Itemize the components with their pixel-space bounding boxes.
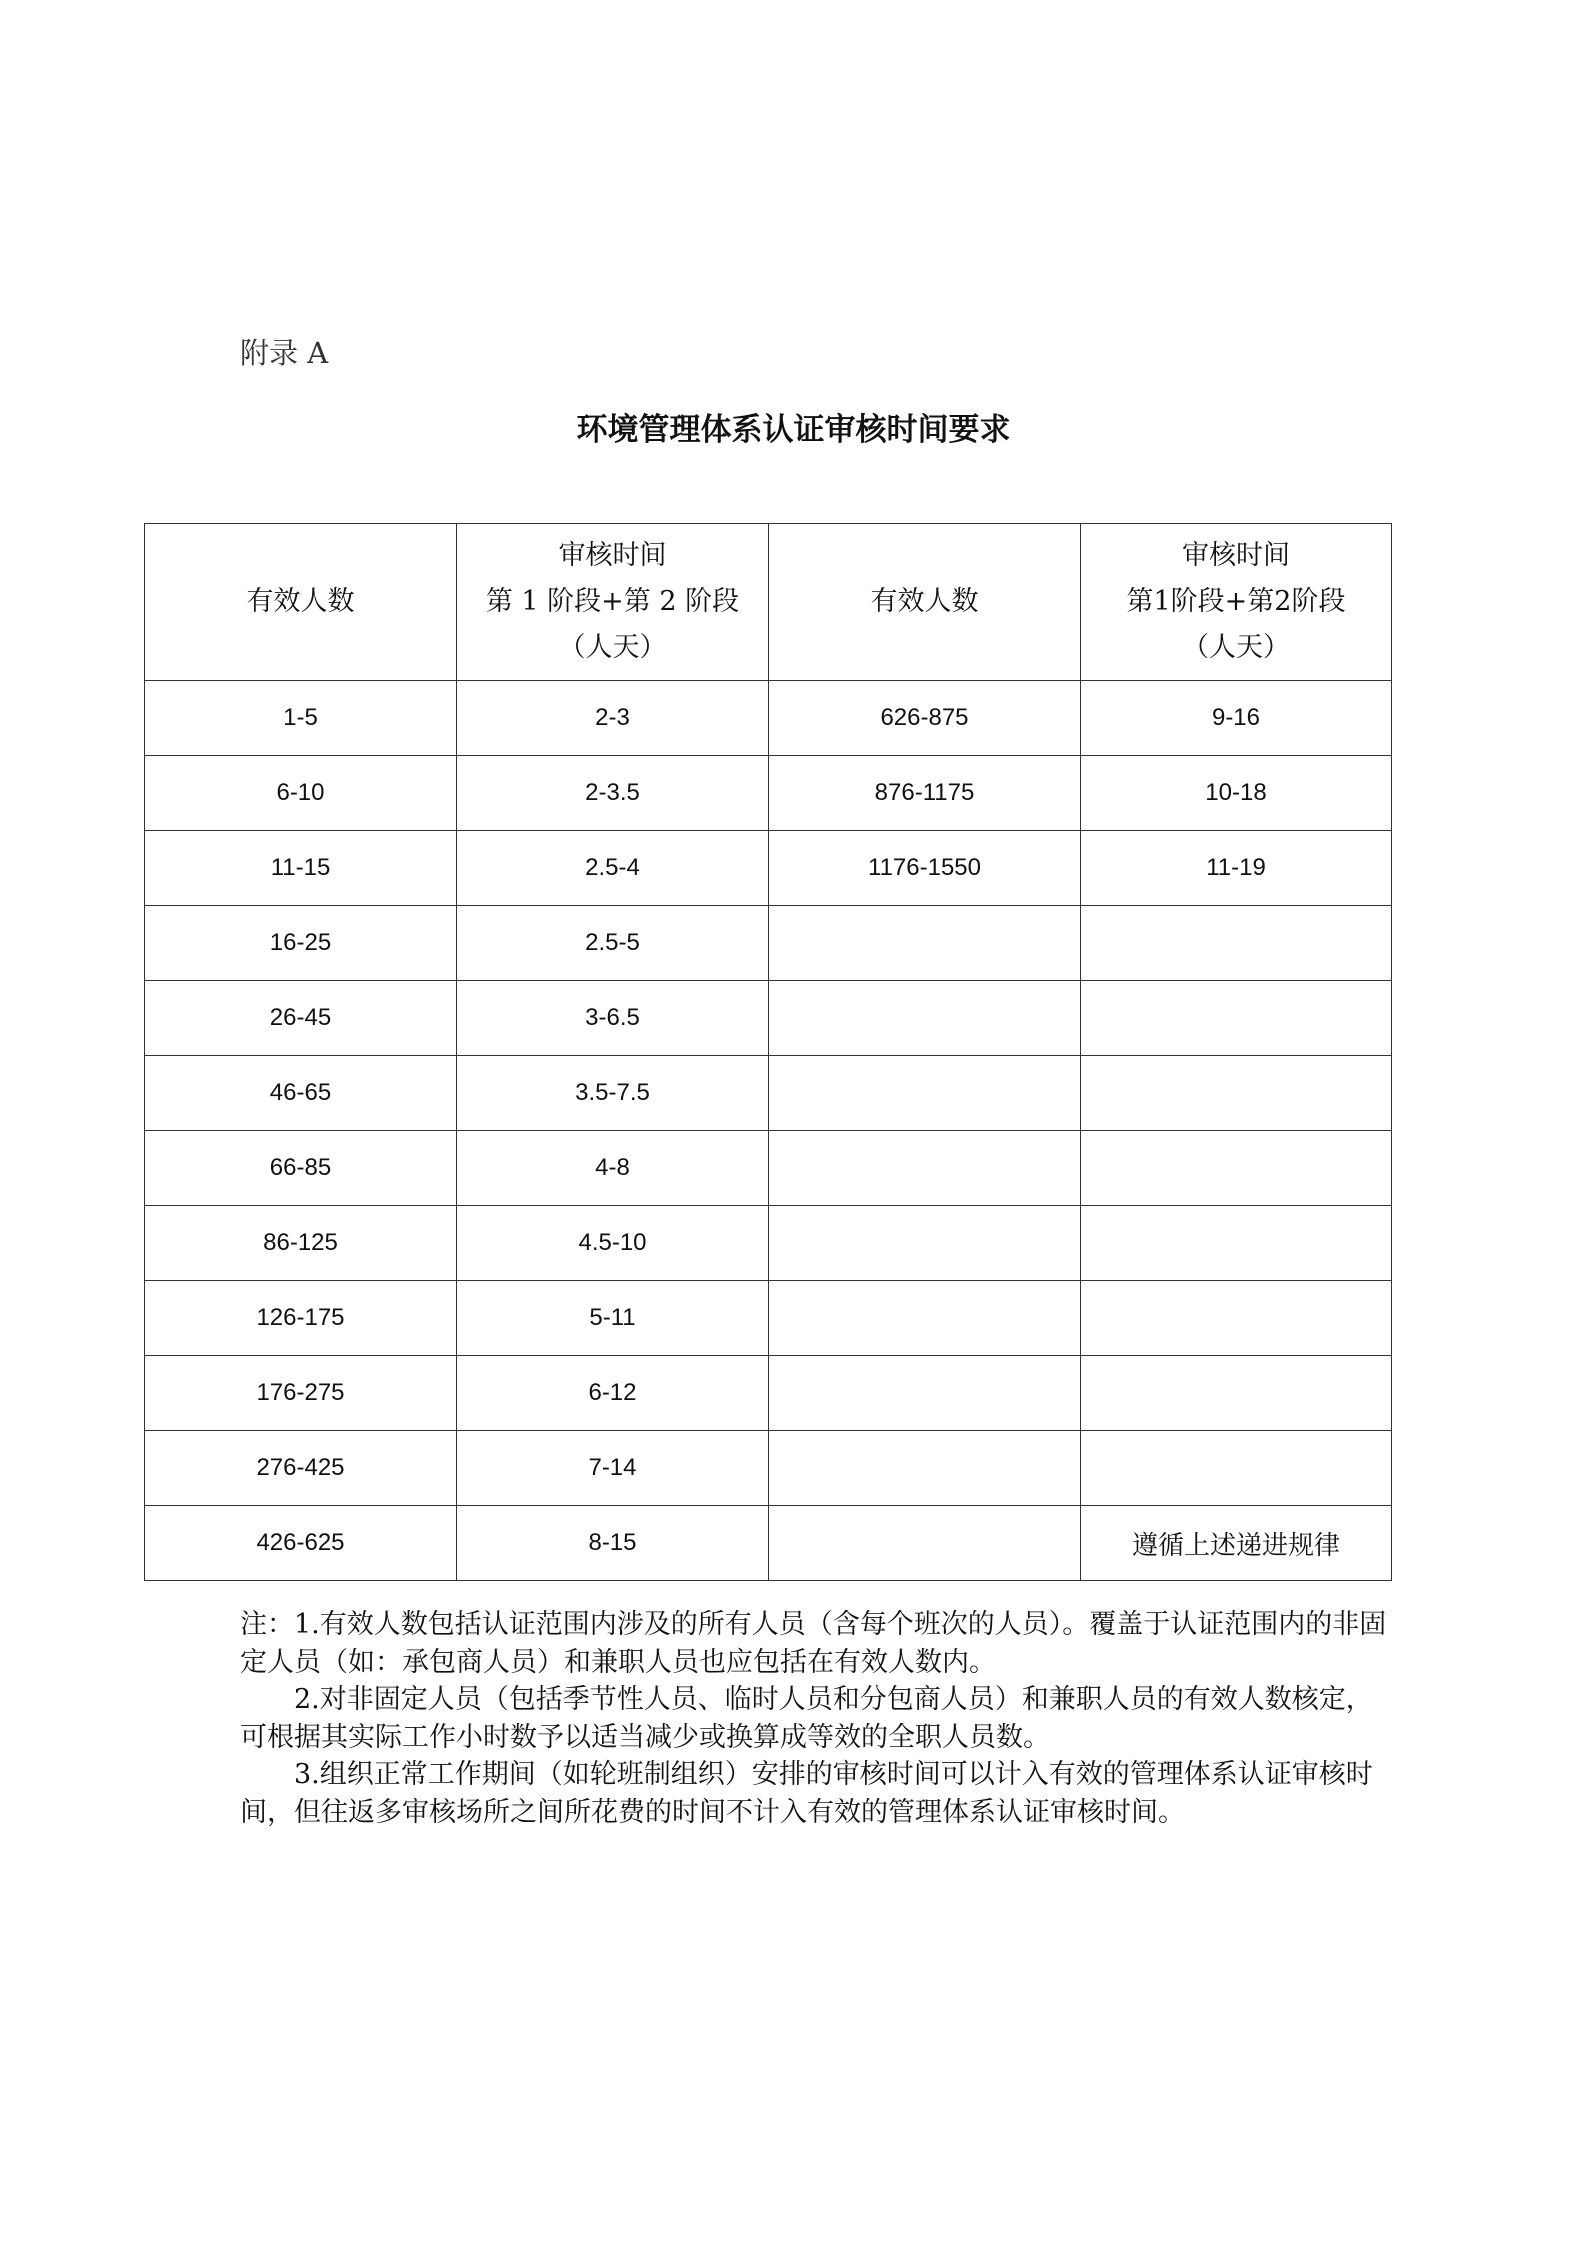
header-audit-time-right-line3: （人天） [1182, 632, 1290, 663]
cell-audit-days-right: 9-16 [1081, 681, 1392, 756]
cell-effective-people-right [769, 1131, 1081, 1206]
table-row [145, 1206, 1392, 1281]
cell-audit-days-left: 4-8 [457, 1131, 769, 1206]
cell-audit-days-left: 2.5-5 [457, 906, 769, 981]
cell-effective-people-left: 11-15 [145, 831, 457, 906]
cell-effective-people-right [769, 981, 1081, 1056]
cell-effective-people-right: 876-1175 [769, 756, 1081, 831]
cell-audit-days-right [1081, 1206, 1392, 1281]
cell-effective-people-left: 126-175 [145, 1281, 457, 1356]
cell-audit-days-right [1081, 1056, 1392, 1131]
cell-effective-people-left: 176-275 [145, 1356, 457, 1431]
cell-audit-days-right [1081, 1131, 1392, 1206]
cell-audit-days-right [1081, 981, 1392, 1056]
cell-audit-days-left: 8-15 [457, 1506, 769, 1581]
cell-effective-people-right: 626-875 [769, 681, 1081, 756]
cell-audit-days-left: 6-12 [457, 1356, 769, 1431]
header-audit-time-left-line2: 第 1 阶段+第 2 阶段 [485, 586, 740, 617]
audit-time-table [144, 523, 1392, 1581]
table-row [145, 1431, 1392, 1506]
cell-effective-people-right [769, 1281, 1081, 1356]
cell-audit-days-right [1081, 1356, 1392, 1431]
note-3: 3.组织正常工作期间（如轮班制组织）安排的审核时间可以计入有效的管理体系认证审核时间，但往返多审核场所之间所花费的时间不计入有效的管理体系认证审核时间。 [240, 1759, 1373, 1828]
table-row [145, 1056, 1392, 1131]
table-header-row [145, 524, 1392, 681]
table-row [145, 1131, 1392, 1206]
cell-audit-days-left: 3.5-7.5 [457, 1056, 769, 1131]
cell-effective-people-right [769, 906, 1081, 981]
note-1: 注：1.有效人数包括认证范围内涉及的所有人员（含每个班次的人员）。覆盖于认证范围内的非固定人员（如：承包商人员）和兼职人员也应包括在有效人数内。 [240, 1609, 1387, 1678]
cell-audit-days-right: 遵循上述递进规律 [1081, 1506, 1392, 1581]
cell-effective-people-left: 16-25 [145, 906, 457, 981]
cell-audit-days-right [1081, 1281, 1392, 1356]
header-audit-time-left-line1: 审核时间 [558, 540, 667, 571]
cell-audit-days-right: 11-19 [1081, 831, 1392, 906]
cell-audit-days-left: 7-14 [457, 1431, 769, 1506]
cell-effective-people-left: 46-65 [145, 1056, 457, 1131]
cell-effective-people-right [769, 1056, 1081, 1131]
table-row [145, 1506, 1392, 1581]
table-row [145, 906, 1392, 981]
header-audit-time-right-line1: 审核时间 [1182, 540, 1290, 571]
cell-audit-days-left: 5-11 [457, 1281, 769, 1356]
table-row [145, 681, 1392, 756]
cell-effective-people-left: 6-10 [145, 756, 457, 831]
note-2: 2.对非固定人员（包括季节性人员、临时人员和分包商人员）和兼职人员的有效人数核定，可根据其实际工作小时数予以适当减少或换算成等效的全职人员数。 [240, 1684, 1373, 1753]
table-row [145, 756, 1392, 831]
table-body [145, 681, 1392, 1581]
cell-audit-days-right [1081, 906, 1392, 981]
header-effective-people-right: 有效人数 [769, 524, 1081, 681]
cell-audit-days-left: 2.5-4 [457, 831, 769, 906]
cell-effective-people-left: 426-625 [145, 1506, 457, 1581]
appendix-label: 附录 A [240, 336, 329, 370]
cell-effective-people-right: 1176-1550 [769, 831, 1081, 906]
table-row [145, 1281, 1392, 1356]
cell-audit-days-left: 2-3 [457, 681, 769, 756]
cell-effective-people-left: 66-85 [145, 1131, 457, 1206]
cell-effective-people-right [769, 1431, 1081, 1506]
header-effective-people-left: 有效人数 [145, 524, 457, 681]
cell-effective-people-left: 26-45 [145, 981, 457, 1056]
table-row [145, 981, 1392, 1056]
table-row [145, 831, 1392, 906]
cell-effective-people-right [769, 1206, 1081, 1281]
cell-effective-people-right [769, 1506, 1081, 1581]
cell-audit-days-right [1081, 1431, 1392, 1506]
document-title: 环境管理体系认证审核时间要求 [576, 412, 1011, 448]
header-audit-time-right [1081, 524, 1392, 681]
header-audit-time-left-line3: （人天） [558, 632, 667, 663]
notes-section [240, 1606, 1390, 1831]
header-audit-time-left [457, 524, 769, 681]
cell-audit-days-right: 10-18 [1081, 756, 1392, 831]
table-row [145, 1356, 1392, 1431]
header-audit-time-right-line2: 第1阶段+第2阶段 [1126, 586, 1346, 617]
cell-audit-days-left: 3-6.5 [457, 981, 769, 1056]
cell-effective-people-left: 276-425 [145, 1431, 457, 1506]
cell-audit-days-left: 2-3.5 [457, 756, 769, 831]
cell-effective-people-left: 1-5 [145, 681, 457, 756]
cell-effective-people-right [769, 1356, 1081, 1431]
cell-audit-days-left: 4.5-10 [457, 1206, 769, 1281]
cell-effective-people-left: 86-125 [145, 1206, 457, 1281]
